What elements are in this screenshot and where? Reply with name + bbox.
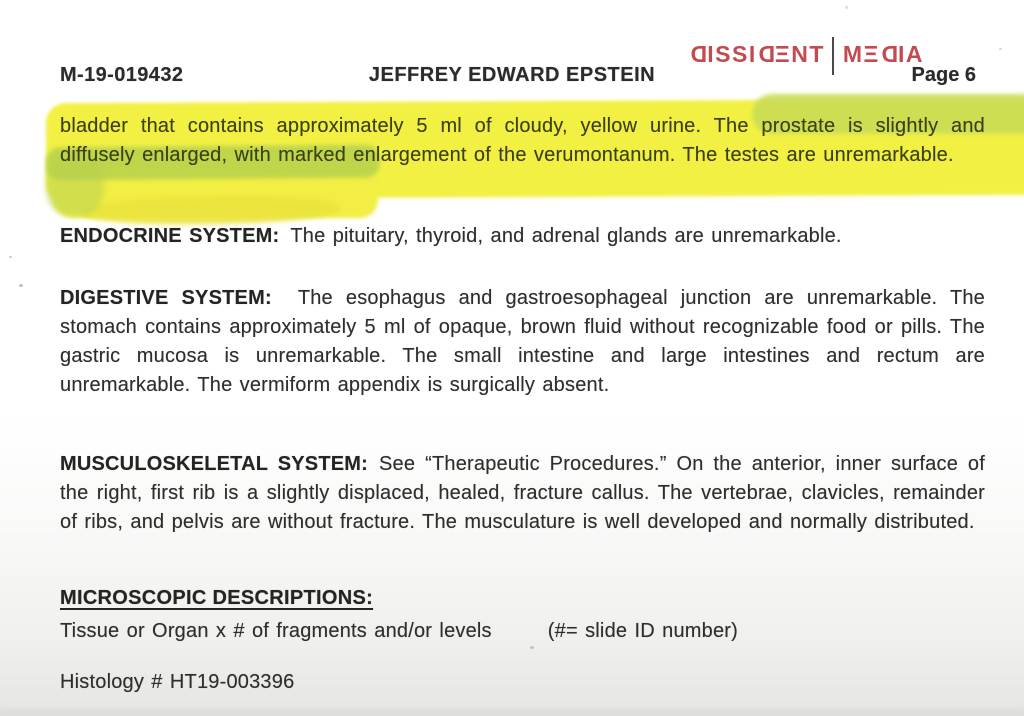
highlighted-genitourinary-paragraph: bladder that contains approximately 5 ml of cloudy, yellow urine. The prostate is slightly and diffusely enlarged, with marked enlargement of the verumontanum. The testes are unremarkable.: [60, 115, 985, 166]
watermark-word-dissident: DISSIDΞNT: [689, 40, 825, 67]
next-page-edge: [0, 709, 1024, 716]
scan-speck: [530, 646, 534, 649]
legend-tissue-organ: Tissue or Organ x # of fragments and/or levels: [60, 620, 492, 642]
watermark-word-media: MΞDIA: [842, 40, 924, 67]
document-header: [0, 64, 1024, 90]
scan-speck: [999, 48, 1002, 50]
digestive-system-heading: DIGESTIVE SYSTEM:: [60, 287, 272, 309]
case-number: M-19-019432: [60, 64, 184, 86]
digestive-system-text: The esophagus and gastroesophageal junction are unremarkable. The stomach contains approximately 5 ml of opaque, brown fluid without recognizable food or pills. The gastric mucosa is unremarkable. The small intestine and large intestines and rectum are unremarkable. The vermiform appendix is surgically absent.: [60, 287, 986, 396]
scan-speck: [19, 284, 23, 287]
microscopic-descriptions-heading: MICROSCOPIC DESCRIPTIONS:: [60, 587, 374, 609]
page-number: Page 6: [911, 64, 976, 86]
endocrine-system-text: The pituitary, thyroid, and adrenal glands are unremarkable.: [290, 225, 842, 247]
legend-slide-id-note: (#= slide ID number): [547, 620, 739, 642]
digestive-system-paragraph: [60, 284, 985, 400]
microscopic-legend-line: [60, 617, 985, 646]
scan-speck: [845, 6, 848, 9]
musculoskeletal-system-heading: MUSCULOSKELETAL SYSTEM:: [60, 453, 369, 475]
scan-speck: [9, 256, 12, 258]
histology-number: Histology # HT19-003396: [60, 671, 295, 693]
musculoskeletal-system-text: See “Therapeutic Procedures.” On the anterior, inner surface of the right, first rib is a slightly displaced, healed, fracture callus. The vertebrae, clavicles, remainder of ribs, and pelvis are without fracture. The musculature is well developed and normally distributed.: [60, 453, 985, 533]
endocrine-system-paragraph: [60, 222, 985, 251]
endocrine-system-heading: ENDOCRINE SYSTEM:: [60, 225, 280, 247]
musculoskeletal-system-paragraph: [60, 450, 985, 537]
decedent-name-title: JEFFREY EDWARD EPSTEIN: [368, 64, 656, 86]
